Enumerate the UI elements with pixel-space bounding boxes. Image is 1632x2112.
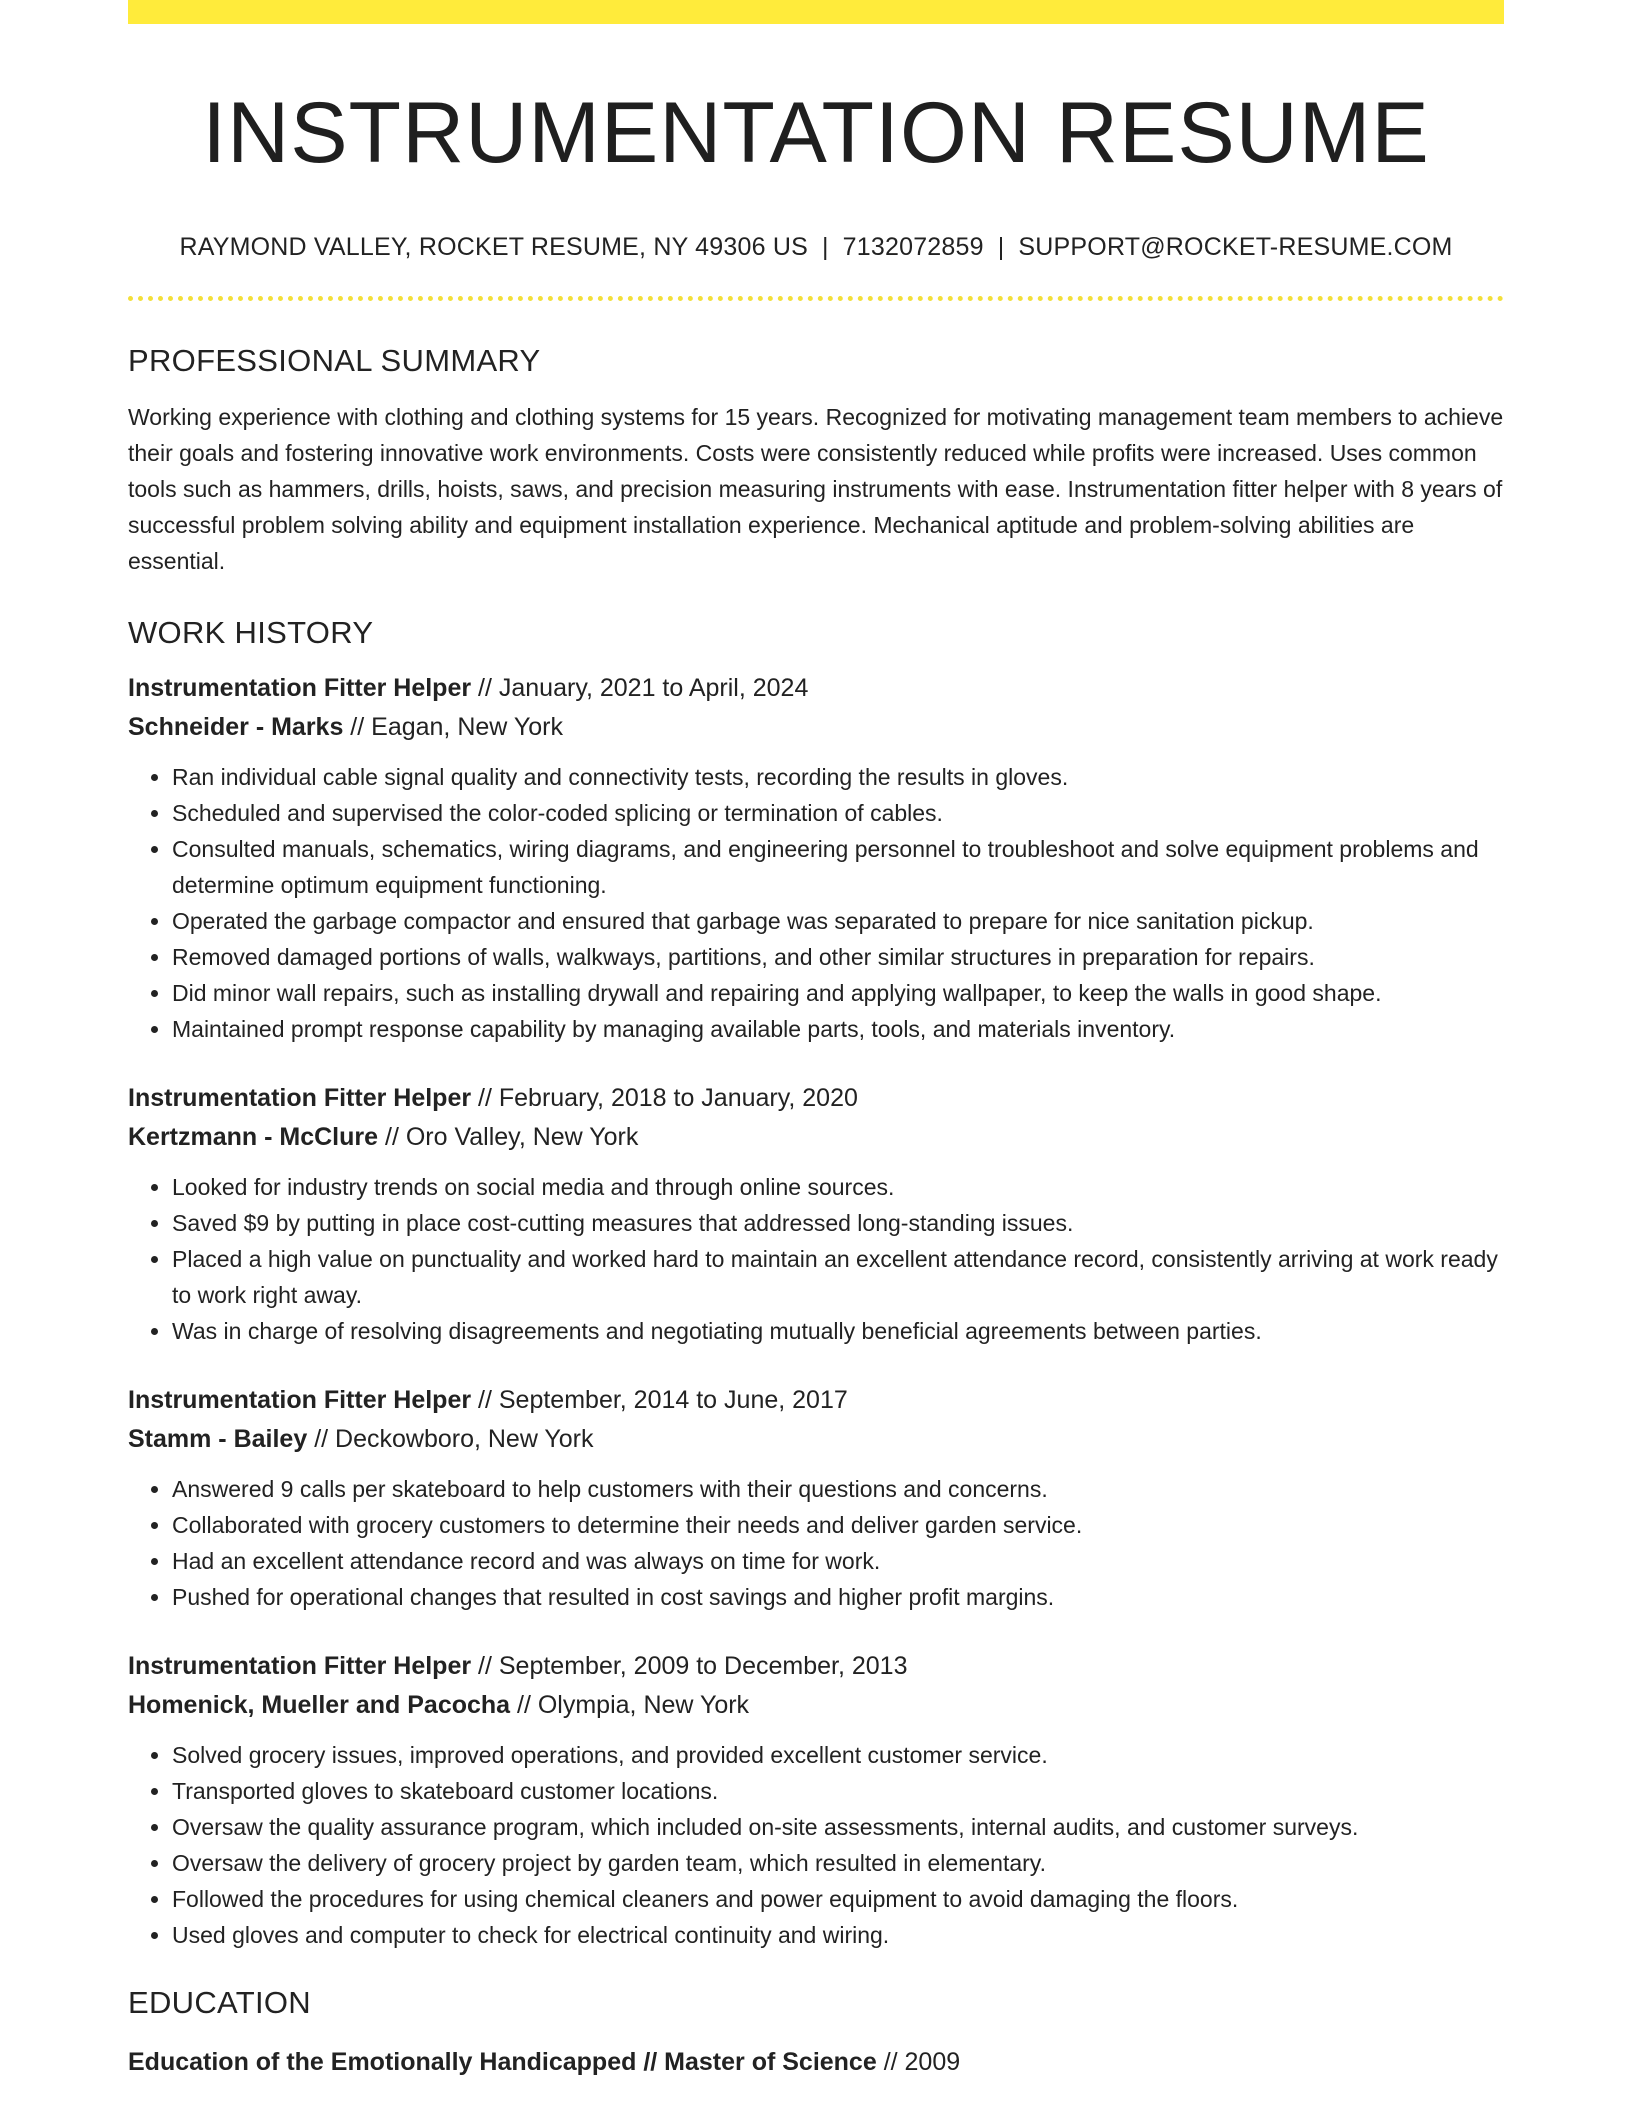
resume-content xyxy=(128,24,1504,2082)
job-location: // Deckowboro, New York xyxy=(307,1425,594,1454)
job-bullet: • Operated the garbage compactor and ensured that garbage was separated to prepare for nice sanitation pickup. xyxy=(172,903,1504,939)
job-bullet: • Placed a high value on punctuality and worked hard to maintain an excellent attendance record, consistently arriving at work ready to work right away. xyxy=(172,1241,1504,1313)
job-bullet: • Oversaw the delivery of grocery project by garden team, which resulted in elementary. xyxy=(172,1845,1504,1881)
contact-separator: | xyxy=(821,233,829,262)
job-title: Instrumentation Fitter Helper xyxy=(128,1652,472,1681)
job-title: Instrumentation Fitter Helper xyxy=(128,674,472,703)
job-bullet: • Pushed for operational changes that resulted in cost savings and higher profit margins. xyxy=(172,1579,1504,1615)
job-bullet: • Saved $9 by putting in place cost-cutting measures that addressed long-standing issues. xyxy=(172,1205,1504,1241)
job-bullet: • Maintained prompt response capability by managing available parts, tools, and materials inventory. xyxy=(172,1011,1504,1047)
job-bullet: • Ran individual cable signal quality and connectivity tests, recording the results in gloves. xyxy=(172,759,1504,795)
contact-email: SUPPORT@ROCKET-RESUME.COM xyxy=(1018,233,1453,262)
education-entry xyxy=(128,2043,1504,2082)
job-dates: // September, 2014 to June, 2017 xyxy=(471,1386,848,1415)
job-bullet: • Answered 9 calls per skateboard to help customers with their questions and concerns. xyxy=(172,1471,1504,1507)
job-location: // Eagan, New York xyxy=(343,713,563,742)
job-bullet: • Removed damaged portions of walls, walkways, partitions, and other similar structures in preparation for repairs. xyxy=(172,939,1504,975)
job-title-line xyxy=(128,1381,1504,1420)
job-company-line xyxy=(128,1686,1504,1725)
job-bullet: • Was in charge of resolving disagreements and negotiating mutually beneficial agreements between parties. xyxy=(172,1313,1504,1349)
section-heading-education: EDUCATION xyxy=(128,1985,311,2021)
job-location: // Olympia, New York xyxy=(510,1691,750,1720)
job-bullet: • Did minor wall repairs, such as installing drywall and repairing and applying wallpaper, to keep the walls in good shape. xyxy=(172,975,1504,1011)
job-dates: // February, 2018 to January, 2020 xyxy=(471,1084,858,1113)
education-degree: Education of the Emotionally Handicapped // Master of Science xyxy=(128,2048,877,2077)
job-title-line xyxy=(128,669,1504,708)
job-bullet: • Followed the procedures for using chemical cleaners and power equipment to avoid damaging the floors. xyxy=(172,1881,1504,1917)
job-entry xyxy=(128,669,1504,1047)
job-bullet-list xyxy=(128,1471,1504,1615)
job-company: Stamm - Bailey xyxy=(128,1425,308,1454)
summary-text: Working experience with clothing and clothing systems for 15 years. Recognized for motivating management team members to achieve their goals and fostering innovative work environments. Costs were consistently reduced while profits were increased. Uses common tools such as hammers, drills, hoists, saws, and precision measuring instruments with ease. Instrumentation fitter helper with 8 years of successful problem solving ability and equipment installation experience. Mechanical aptitude and problem-solving abilities are essential. xyxy=(128,404,1504,575)
education-year: // 2009 xyxy=(876,2048,961,2077)
resume-title: INSTRUMENTATION RESUME xyxy=(202,85,1430,181)
job-bullet: • Scheduled and supervised the color-coded splicing or termination of cables. xyxy=(172,795,1504,831)
job-title: Instrumentation Fitter Helper xyxy=(128,1386,472,1415)
job-location: // Oro Valley, New York xyxy=(378,1123,639,1152)
job-bullet: • Solved grocery issues, improved operations, and provided excellent customer service. xyxy=(172,1737,1504,1773)
job-company-line xyxy=(128,1118,1504,1157)
job-entry xyxy=(128,1079,1504,1349)
work-history-list xyxy=(128,669,1504,1953)
section-heading-summary: PROFESSIONAL SUMMARY xyxy=(128,343,541,379)
job-bullet: • Used gloves and computer to check for electrical continuity and wiring. xyxy=(172,1917,1504,1953)
job-entry xyxy=(128,1647,1504,1953)
job-dates: // January, 2021 to April, 2024 xyxy=(471,674,809,703)
job-company-line xyxy=(128,708,1504,747)
job-bullet: • Looked for industry trends on social media and through online sources. xyxy=(172,1169,1504,1205)
job-bullet-list xyxy=(128,1169,1504,1349)
dotted-divider xyxy=(128,296,1504,301)
job-bullet: • Had an excellent attendance record and was always on time for work. xyxy=(172,1543,1504,1579)
job-company: Homenick, Mueller and Pacocha xyxy=(128,1691,511,1720)
contact-separator: | xyxy=(997,233,1005,262)
contact-line xyxy=(128,233,1504,262)
contact-address: RAYMOND VALLEY, ROCKET RESUME, NY 49306 US xyxy=(179,233,808,262)
job-company: Schneider - Marks xyxy=(128,713,344,742)
job-title-line xyxy=(128,1079,1504,1118)
job-bullet: • Consulted manuals, schematics, wiring diagrams, and engineering personnel to troubleshoot and solve equipment problems and determine optimum equipment functioning. xyxy=(172,831,1504,903)
job-dates: // September, 2009 to December, 2013 xyxy=(471,1652,908,1681)
job-bullet: • Oversaw the quality assurance program, which included on-site assessments, internal audits, and customer surveys. xyxy=(172,1809,1504,1845)
contact-phone: 7132072859 xyxy=(842,233,984,262)
job-company-line xyxy=(128,1420,1504,1459)
job-entry xyxy=(128,1381,1504,1615)
job-bullet: • Collaborated with grocery customers to determine their needs and deliver garden service. xyxy=(172,1507,1504,1543)
job-bullet: • Transported gloves to skateboard customer locations. xyxy=(172,1773,1504,1809)
section-heading-work-history: WORK HISTORY xyxy=(128,615,374,651)
job-title-line xyxy=(128,1647,1504,1686)
job-title: Instrumentation Fitter Helper xyxy=(128,1084,472,1113)
job-company: Kertzmann - McClure xyxy=(128,1123,379,1152)
accent-top-bar xyxy=(128,0,1504,24)
job-bullet-list xyxy=(128,1737,1504,1953)
job-bullet-list xyxy=(128,759,1504,1047)
